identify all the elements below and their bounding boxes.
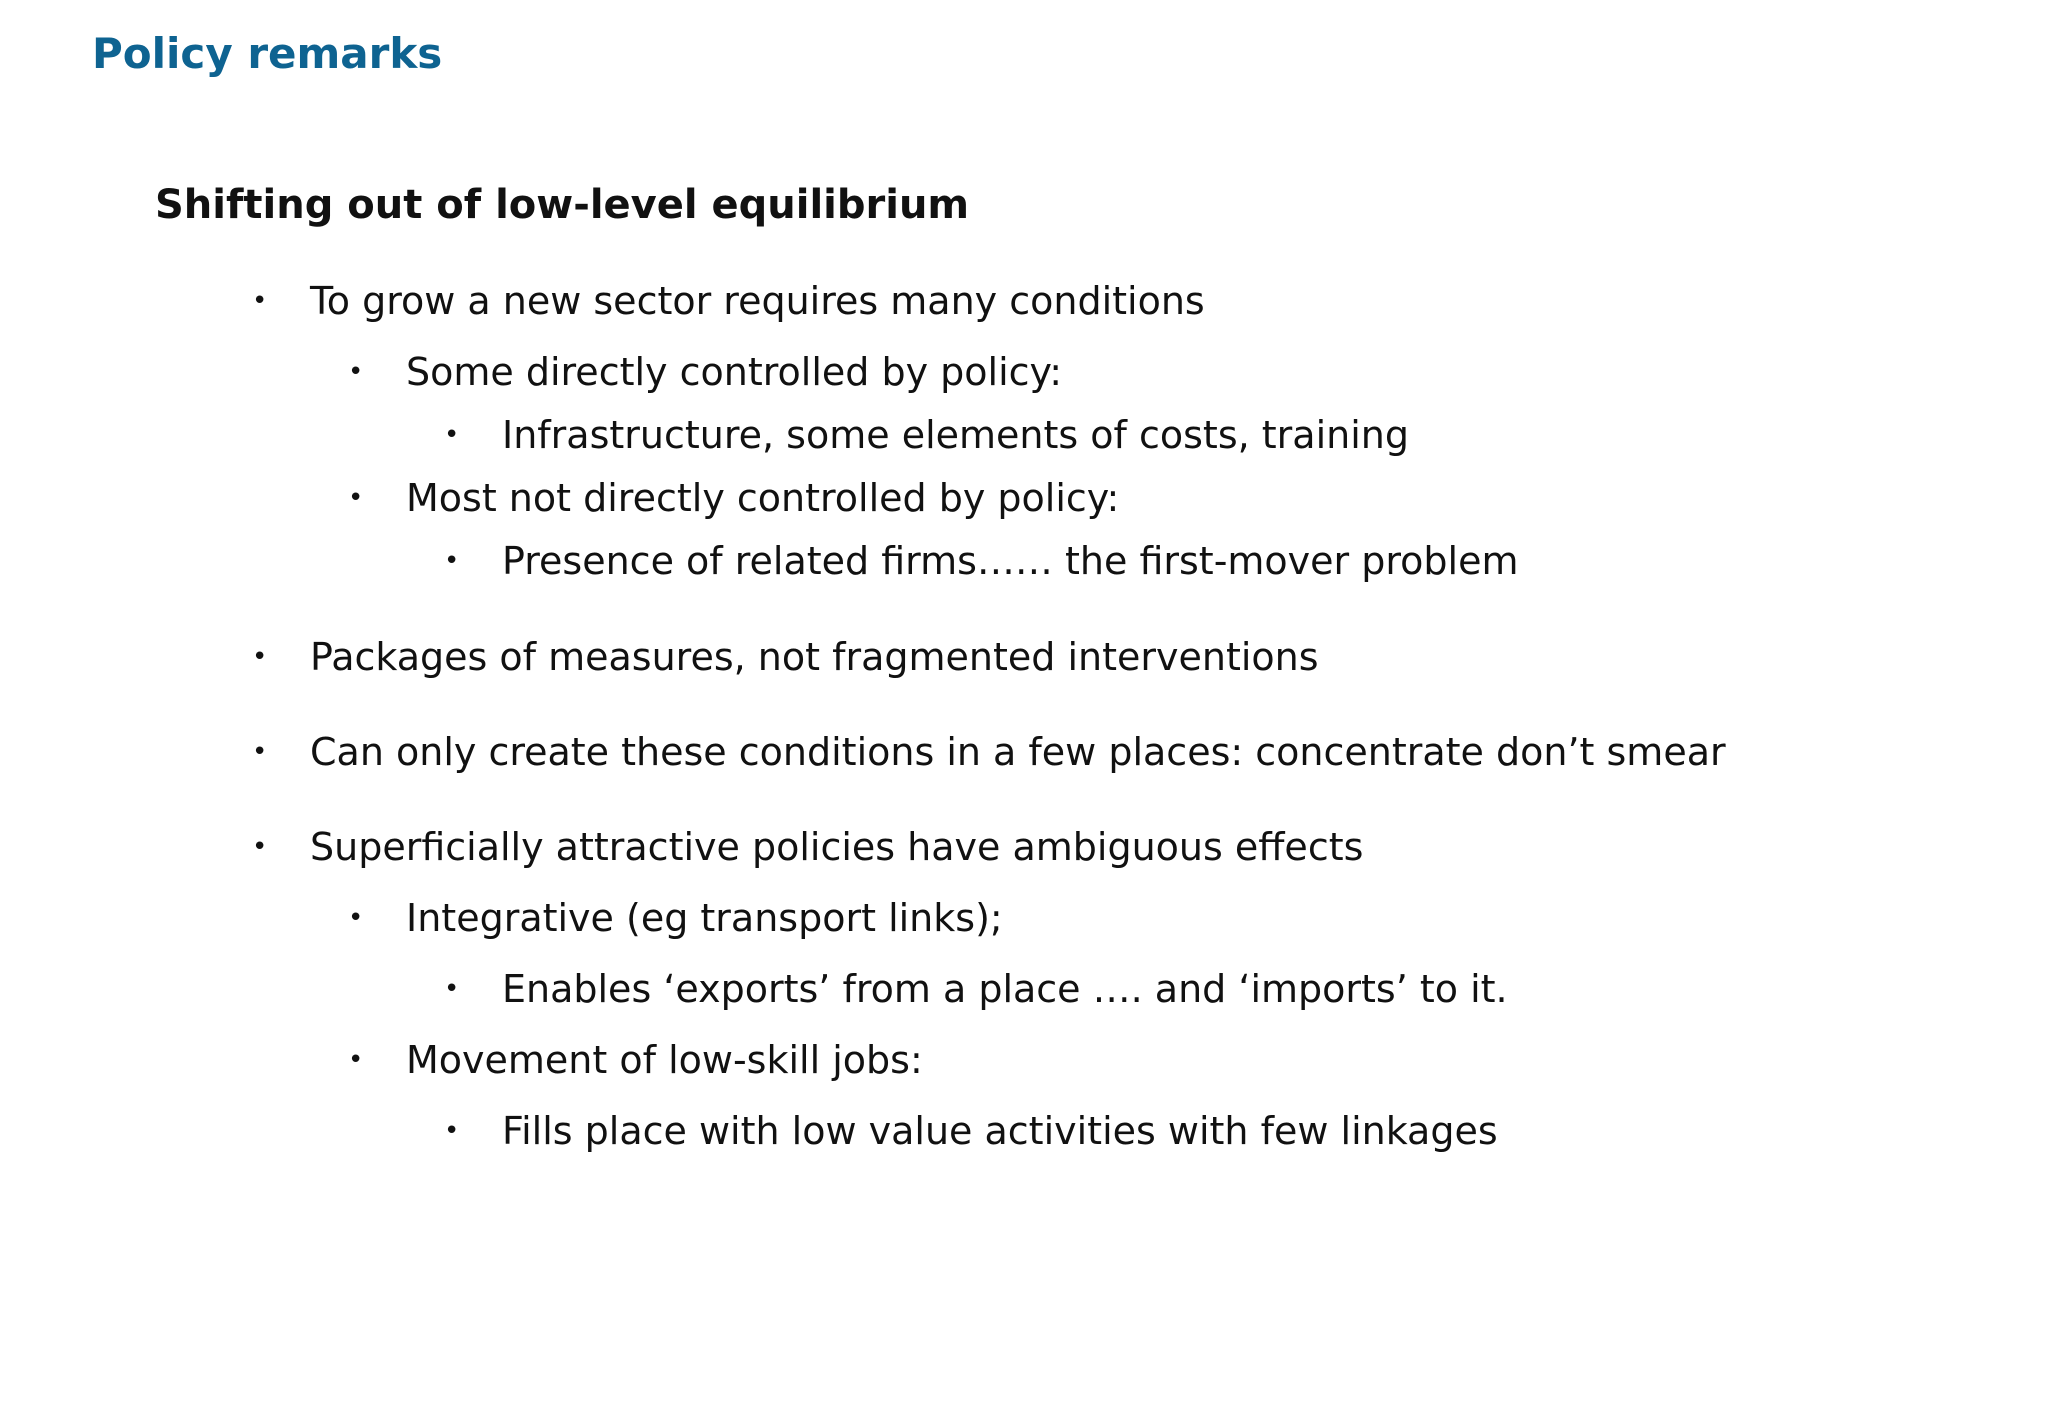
bullet-icon: •: [348, 1045, 364, 1075]
bullet-text: Integrative (eg transport links);: [406, 896, 1003, 940]
bullet-icon: •: [252, 286, 268, 316]
bullet-icon: •: [252, 832, 268, 862]
slide-title: Policy remarks: [92, 29, 443, 78]
bullet-text: Superficially attractive policies have ambiguous effects: [310, 825, 1364, 869]
bullet-text: To grow a new sector requires many conditions: [310, 279, 1205, 323]
bullet-icon: •: [444, 546, 460, 576]
bullet-text: Most not directly controlled by policy:: [406, 476, 1120, 520]
bullet-text: Packages of measures, not fragmented interventions: [310, 635, 1319, 679]
slide-subtitle: Shifting out of low-level equilibrium: [155, 182, 970, 228]
bullet-icon: •: [252, 737, 268, 767]
bullet-text: Can only create these conditions in a few places: concentrate don’t smear: [310, 730, 1726, 774]
bullet-text: Fills place with low value activities with few linkages: [502, 1109, 1498, 1153]
bullet-icon: •: [444, 974, 460, 1004]
bullet-icon: •: [348, 357, 364, 387]
bullet-icon: •: [348, 483, 364, 513]
bullet-text: Some directly controlled by policy:: [406, 350, 1063, 394]
bullet-text: Movement of low-skill jobs:: [406, 1038, 923, 1082]
bullet-icon: •: [444, 1116, 460, 1146]
bullet-icon: •: [348, 903, 364, 933]
bullet-icon: •: [444, 420, 460, 450]
bullet-text: Enables ‘exports’ from a place …. and ‘imports’ to it.: [502, 967, 1508, 1011]
bullet-text: Infrastructure, some elements of costs, training: [502, 413, 1409, 457]
bullet-text: Presence of related firms…… the first-mover problem: [502, 539, 1519, 583]
bullet-icon: •: [252, 642, 268, 672]
